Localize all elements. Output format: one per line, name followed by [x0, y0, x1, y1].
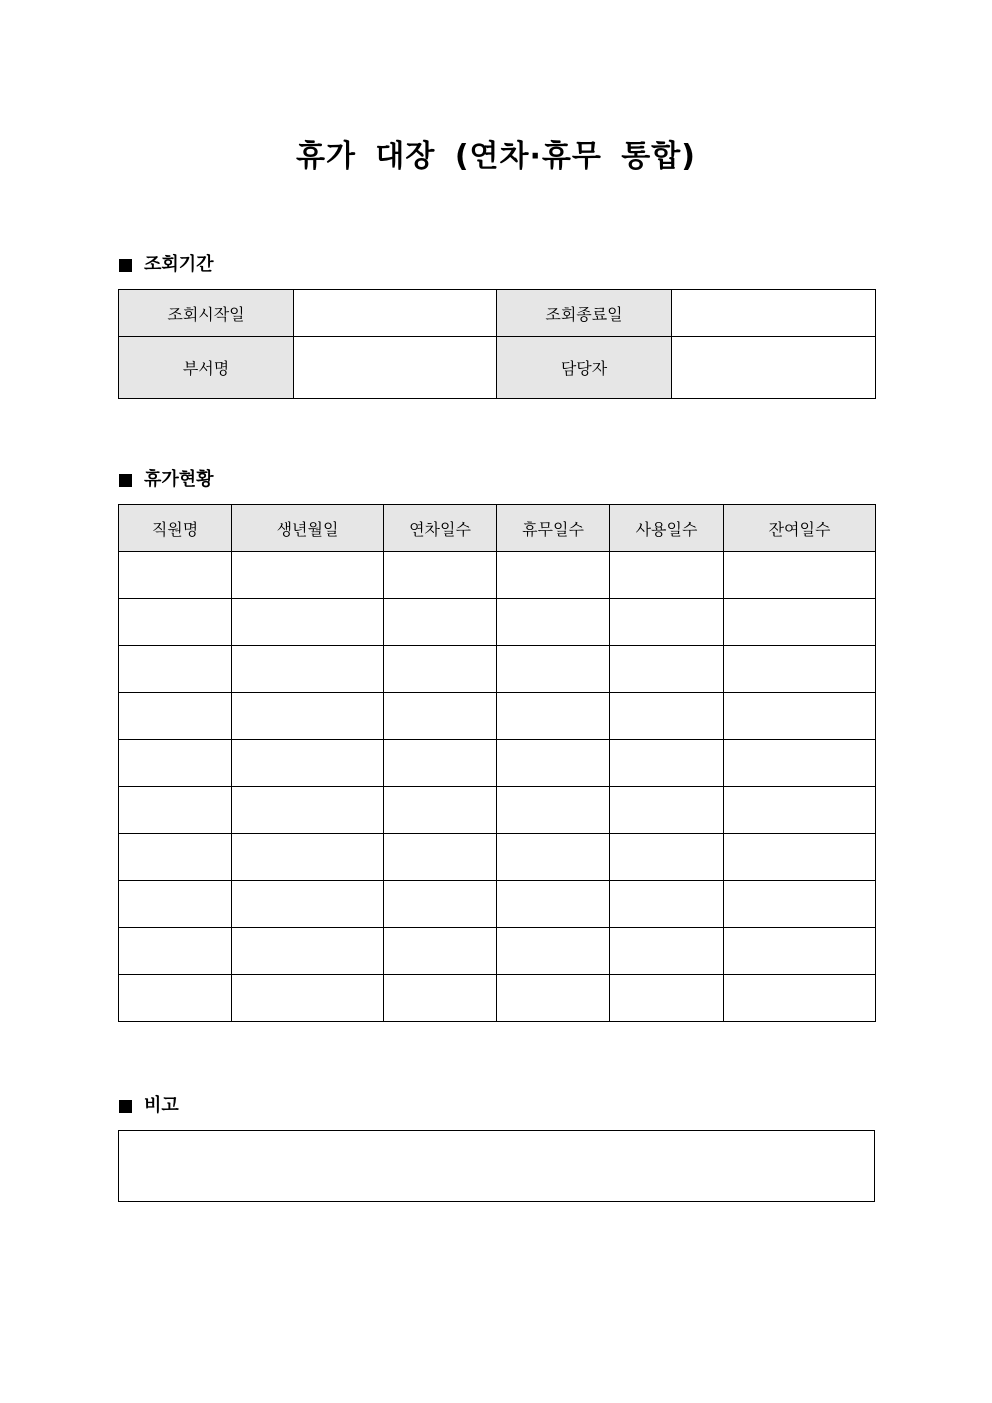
annual-leave-cell[interactable] [384, 881, 497, 928]
leave-status-table [118, 504, 876, 1022]
start-date-field[interactable] [294, 290, 497, 337]
column-header-remaining-days: 잔여일수 [724, 505, 876, 552]
end-date-field[interactable] [672, 290, 876, 337]
remaining-days-cell[interactable] [724, 928, 876, 975]
annual-leave-cell[interactable] [384, 552, 497, 599]
start-date-label: 조회시작일 [119, 290, 294, 337]
square-bullet-icon [119, 1100, 132, 1113]
birth-date-cell[interactable] [232, 928, 384, 975]
column-header-birth-date: 생년월일 [232, 505, 384, 552]
table-row [119, 787, 876, 834]
period-row-dates [119, 290, 876, 337]
day-off-cell[interactable] [497, 693, 610, 740]
remaining-days-cell[interactable] [724, 693, 876, 740]
annual-leave-cell[interactable] [384, 834, 497, 881]
remaining-days-cell[interactable] [724, 975, 876, 1022]
used-days-cell[interactable] [610, 834, 724, 881]
department-field[interactable] [294, 337, 497, 399]
day-off-cell[interactable] [497, 646, 610, 693]
remaining-days-cell[interactable] [724, 740, 876, 787]
used-days-cell[interactable] [610, 975, 724, 1022]
remaining-days-cell[interactable] [724, 881, 876, 928]
used-days-cell[interactable] [610, 599, 724, 646]
employee-name-cell[interactable] [119, 552, 232, 599]
column-header-used-days: 사용일수 [610, 505, 724, 552]
used-days-cell[interactable] [610, 740, 724, 787]
day-off-cell[interactable] [497, 552, 610, 599]
document-title: 휴가 대장 (연차·휴무 통합) [296, 139, 696, 174]
day-off-cell[interactable] [497, 834, 610, 881]
used-days-cell[interactable] [610, 928, 724, 975]
table-row [119, 693, 876, 740]
table-body [119, 552, 876, 1022]
remarks-field[interactable] [118, 1130, 875, 1202]
birth-date-cell[interactable] [232, 740, 384, 787]
birth-date-cell[interactable] [232, 693, 384, 740]
remaining-days-cell[interactable] [724, 834, 876, 881]
table-row [119, 599, 876, 646]
day-off-cell[interactable] [497, 881, 610, 928]
annual-leave-cell[interactable] [384, 787, 497, 834]
table-row [119, 552, 876, 599]
used-days-cell[interactable] [610, 787, 724, 834]
used-days-cell[interactable] [610, 881, 724, 928]
column-header-day-off-days: 휴무일수 [497, 505, 610, 552]
employee-name-cell[interactable] [119, 881, 232, 928]
table-row [119, 928, 876, 975]
birth-date-cell[interactable] [232, 599, 384, 646]
table-row [119, 740, 876, 787]
table-header-row [119, 505, 876, 552]
employee-name-cell[interactable] [119, 646, 232, 693]
annual-leave-cell[interactable] [384, 740, 497, 787]
manager-label: 담당자 [497, 337, 672, 399]
employee-name-cell[interactable] [119, 693, 232, 740]
employee-name-cell[interactable] [119, 740, 232, 787]
table-row [119, 881, 876, 928]
table-row [119, 646, 876, 693]
square-bullet-icon [119, 259, 132, 272]
period-table [118, 289, 876, 399]
employee-name-cell[interactable] [119, 834, 232, 881]
annual-leave-cell[interactable] [384, 693, 497, 740]
birth-date-cell[interactable] [232, 646, 384, 693]
column-header-annual-leave-days: 연차일수 [384, 505, 497, 552]
remaining-days-cell[interactable] [724, 599, 876, 646]
used-days-cell[interactable] [610, 646, 724, 693]
birth-date-cell[interactable] [232, 834, 384, 881]
remarks-heading-text: 비고 [144, 1095, 179, 1116]
remaining-days-cell[interactable] [724, 787, 876, 834]
table-row [119, 975, 876, 1022]
day-off-cell[interactable] [497, 599, 610, 646]
birth-date-cell[interactable] [232, 881, 384, 928]
day-off-cell[interactable] [497, 740, 610, 787]
end-date-label: 조회종료일 [497, 290, 672, 337]
period-heading-text: 조회기간 [144, 254, 214, 275]
used-days-cell[interactable] [610, 693, 724, 740]
annual-leave-cell[interactable] [384, 599, 497, 646]
status-section-heading [119, 468, 214, 492]
employee-name-cell[interactable] [119, 599, 232, 646]
status-heading-text: 휴가현황 [144, 469, 214, 490]
annual-leave-cell[interactable] [384, 975, 497, 1022]
remarks-section-heading [119, 1094, 179, 1118]
square-bullet-icon [119, 474, 132, 487]
day-off-cell[interactable] [497, 787, 610, 834]
annual-leave-cell[interactable] [384, 928, 497, 975]
birth-date-cell[interactable] [232, 975, 384, 1022]
employee-name-cell[interactable] [119, 787, 232, 834]
annual-leave-cell[interactable] [384, 646, 497, 693]
column-header-employee-name: 직원명 [119, 505, 232, 552]
manager-field[interactable] [672, 337, 876, 399]
table-row [119, 834, 876, 881]
day-off-cell[interactable] [497, 975, 610, 1022]
employee-name-cell[interactable] [119, 975, 232, 1022]
birth-date-cell[interactable] [232, 787, 384, 834]
used-days-cell[interactable] [610, 552, 724, 599]
birth-date-cell[interactable] [232, 552, 384, 599]
period-row-dept [119, 337, 876, 399]
department-label: 부서명 [119, 337, 294, 399]
remaining-days-cell[interactable] [724, 552, 876, 599]
day-off-cell[interactable] [497, 928, 610, 975]
remaining-days-cell[interactable] [724, 646, 876, 693]
period-section-heading [119, 253, 214, 277]
employee-name-cell[interactable] [119, 928, 232, 975]
